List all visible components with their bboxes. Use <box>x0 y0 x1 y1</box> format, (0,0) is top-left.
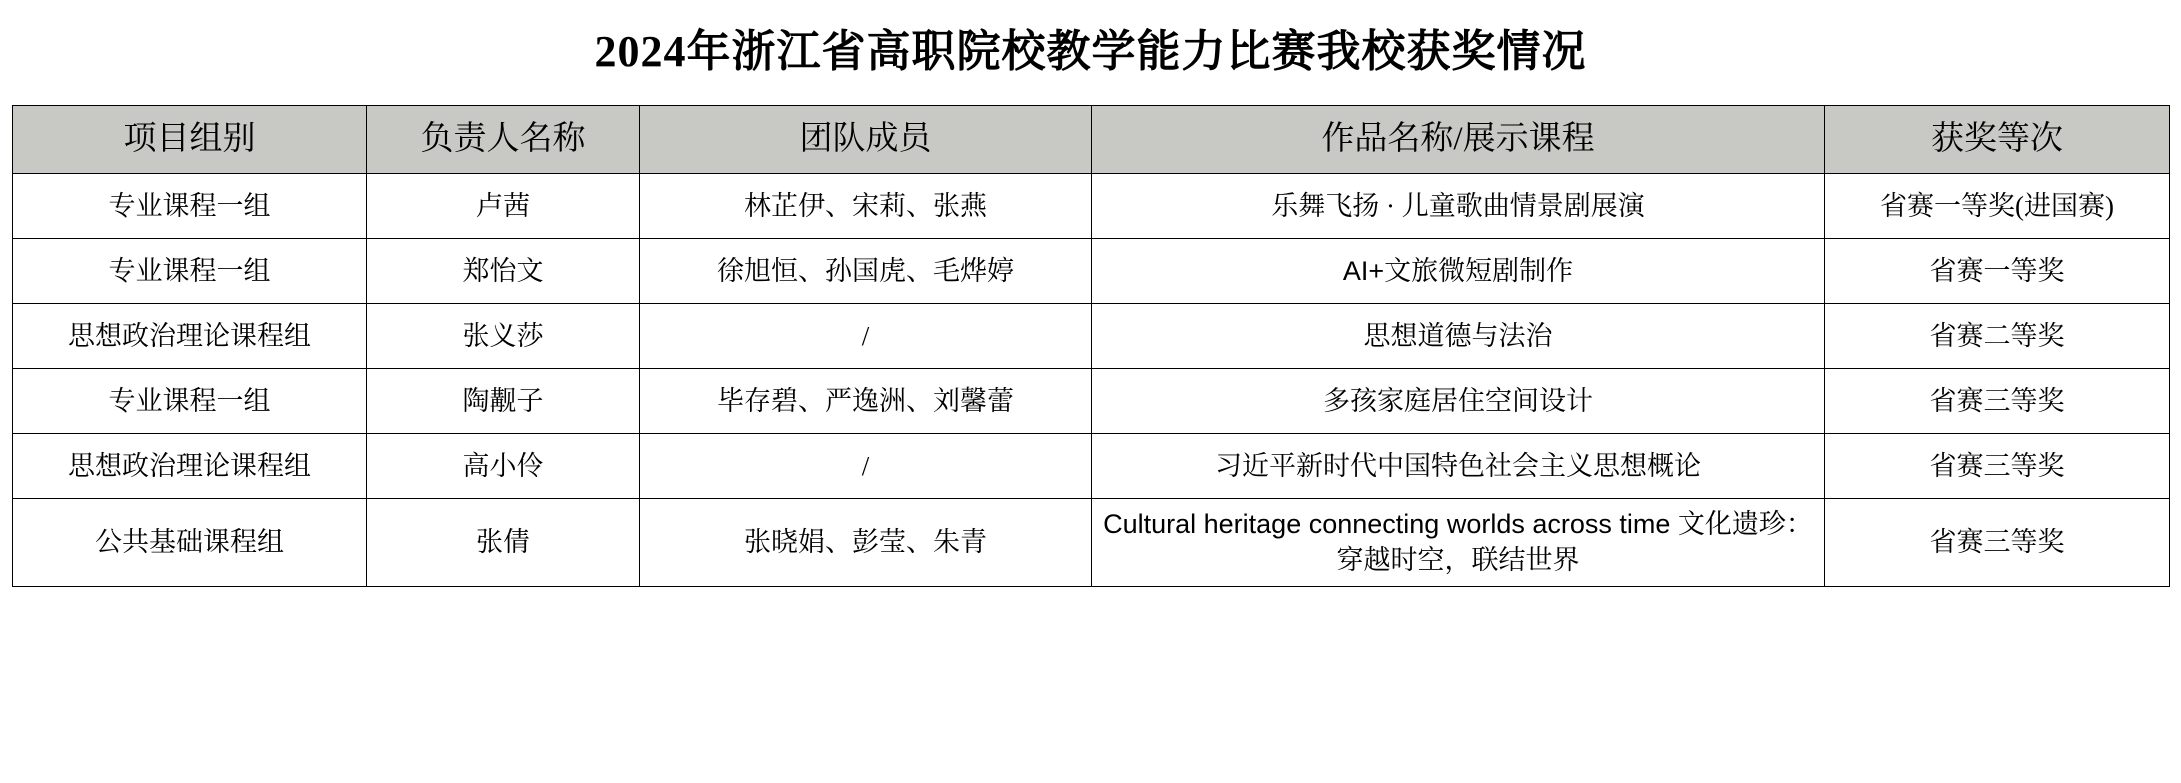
cell-award: 省赛一等奖(进国赛) <box>1825 173 2170 238</box>
cell-award: 省赛三等奖 <box>1825 368 2170 433</box>
column-header-leader: 负责人名称 <box>367 105 640 173</box>
cell-group: 思想政治理论课程组 <box>13 433 367 498</box>
table-row <box>13 303 2170 368</box>
column-header-work: 作品名称/展示课程 <box>1092 105 1825 173</box>
cell-award: 省赛二等奖 <box>1825 303 2170 368</box>
table-row <box>13 238 2170 303</box>
cell-work: Cultural heritage connecting worlds across time 文化遗珍：穿越时空，联结世界 <box>1092 498 1825 586</box>
cell-work: 乐舞飞扬 · 儿童歌曲情景剧展演 <box>1092 173 1825 238</box>
cell-work: 习近平新时代中国特色社会主义思想概论 <box>1092 433 1825 498</box>
table-row <box>13 173 2170 238</box>
award-table-container <box>12 99 2169 587</box>
cell-leader: 张倩 <box>367 498 640 586</box>
cell-leader: 张义莎 <box>367 303 640 368</box>
table-row <box>13 368 2170 433</box>
cell-group: 专业课程一组 <box>13 173 367 238</box>
cell-members: 张晓娟、彭莹、朱青 <box>640 498 1092 586</box>
cell-leader: 陶觏子 <box>367 368 640 433</box>
column-header-group: 项目组别 <box>13 105 367 173</box>
cell-award: 省赛三等奖 <box>1825 498 2170 586</box>
table-header-row <box>13 105 2170 173</box>
cell-leader: 高小伶 <box>367 433 640 498</box>
cell-members: 徐旭恒、孙国虎、毛烨婷 <box>640 238 1092 303</box>
table-row <box>13 433 2170 498</box>
cell-group: 公共基础课程组 <box>13 498 367 586</box>
cell-members: 毕存碧、严逸洲、刘馨蕾 <box>640 368 1092 433</box>
cell-members: / <box>640 303 1092 368</box>
cell-group: 专业课程一组 <box>13 238 367 303</box>
cell-leader: 郑怡文 <box>367 238 640 303</box>
cell-award: 省赛一等奖 <box>1825 238 2170 303</box>
cell-work: AI+文旅微短剧制作 <box>1092 238 1825 303</box>
column-header-members: 团队成员 <box>640 105 1092 173</box>
cell-group: 专业课程一组 <box>13 368 367 433</box>
cell-group: 思想政治理论课程组 <box>13 303 367 368</box>
cell-leader: 卢茜 <box>367 173 640 238</box>
cell-work: 多孩家庭居住空间设计 <box>1092 368 1825 433</box>
cell-work: 思想道德与法治 <box>1092 303 1825 368</box>
cell-award: 省赛三等奖 <box>1825 433 2170 498</box>
cell-members: / <box>640 433 1092 498</box>
table-row <box>13 498 2170 586</box>
page-title: 2024年浙江省高职院校教学能力比赛我校获奖情况 <box>594 27 1587 76</box>
cell-members: 林芷伊、宋莉、张燕 <box>640 173 1092 238</box>
award-table <box>12 105 2170 587</box>
column-header-award: 获奖等次 <box>1825 105 2170 173</box>
